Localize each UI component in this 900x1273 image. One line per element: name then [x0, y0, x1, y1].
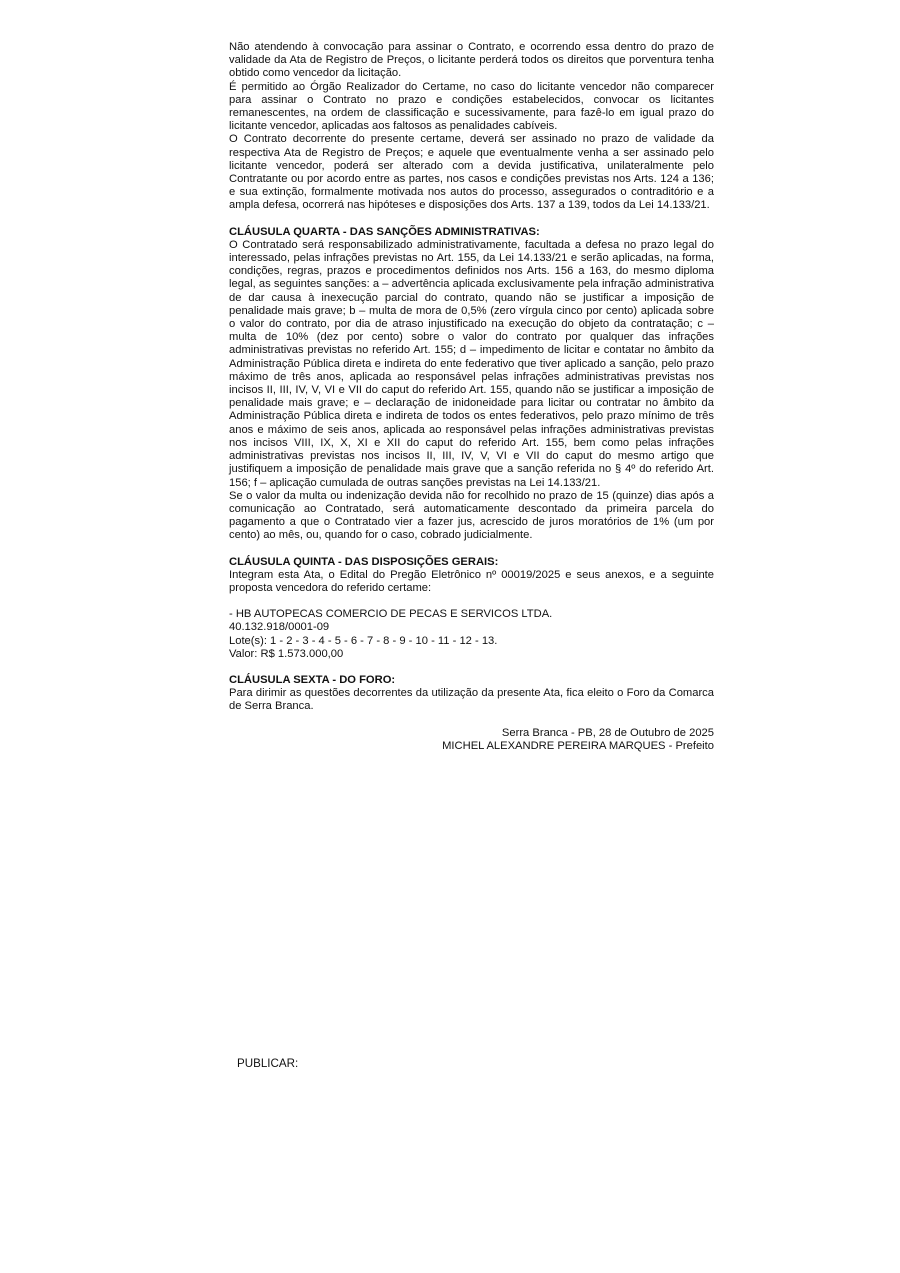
heading-clausula-quarta: CLÁUSULA QUARTA - DAS SANÇÕES ADMINISTRATIVAS:	[229, 225, 540, 238]
heading-clausula-quinta: CLÁUSULA QUINTA - DAS DISPOSIÇÕES GERAIS:	[229, 555, 499, 568]
document-body	[229, 41, 714, 753]
signature-block	[229, 727, 714, 753]
signature-signer: MICHEL ALEXANDRE PEREIRA MARQUES - Prefeito	[442, 739, 714, 752]
paragraph-convocacao: Não atendendo à convocação para assinar o Contrato, e ocorrendo essa dentro do prazo de validade da Ata de Registro de Preços, o licitante perderá todos os direitos que porventura tenha obtido como vencedor da licitação.	[229, 41, 714, 80]
vendor-value: Valor: R$ 1.573.000,00	[229, 647, 344, 660]
paragraph-multa: Se o valor da multa ou indenização devida não for recolhido no prazo de 15 (quinze) dias após a comunicação ao Contratado, será automaticamente descontado da primeira parcela do pagamento a que o Contratado vier a fazer jus, acrescido de juros moratórios de 1% (um por cento) ao mês, ou, quando for o caso, cobrado judicialmente.	[229, 489, 714, 542]
section-spacer	[229, 714, 714, 727]
section-spacer	[229, 213, 714, 226]
paragraph-disposicoes: Integram esta Ata, o Edital do Pregão Eletrônico nº 00019/2025 e seus anexos, e a seguinte proposta vencedora do referido certame:	[229, 568, 714, 594]
paragraph-sancoes: O Contratado será responsabilizado administrativamente, facultada a defesa no prazo legal do interessado, pelas infrações previstas no Art. 155, da Lei 14.133/21 e serão aplicadas, na forma, condições, regras, prazos e procedimentos definidos nos Arts. 156 a 163, do mesmo diploma legal, as seguintes sanções: a – advertência aplicada exclusivamente pela infração administrativa de dar causa à inexecução parcial do contrato, quando não se justificar a imposição de penalidade mais grave; b – multa de mora de 0,5% (zero vírgula cinco por cento) aplicada sobre o valor do contrato, por dia de atraso injustificado na execução do objeto da contratação; c – multa de 10% (dez por cento) sobre o valor do contrato por qualquer das infrações administrativas previstas no referido Art. 155; d – impedimento de licitar e contatar no âmbito da Administração Pública direta e indireta do ente federativo que tiver aplicado a sanção, pelo prazo máximo de três anos, aplicada ao responsável pelas infrações administrativas previstas nos incisos II, III, IV, V, VI e VII do caput do referido Art. 155, quando não se justificar a imposição de penalidade mais grave; e – declaração de inidoneidade para licitar ou contratar no âmbito da Administração Pública direta e indireta de todos os entes federativos, pelo prazo mínimo de três anos e máximo de seis anos, aplicada ao responsável pelas infrações administrativas previstas nos incisos VIII, IX, X, XI e XII do caput do referido Art. 155, bem como pelas infrações administrativas previstas nos incisos II, III, IV, V, VI e VII do caput do mesmo artigo que justifiquem a imposição de penalidade mais grave que a sanção referida no § 4º do referido Art. 156; f – aplicação cumulada de outras sanções previstas na Lei 14.133/21.	[229, 238, 714, 489]
vendor-block	[229, 608, 714, 661]
paragraph-contrato: O Contrato decorrente do presente certame, deverá ser assinado no prazo de validade da respectiva Ata de Registro de Preços; e aquele que eventualmente venha a ser assinado pelo licitante vencedor, poderá ser alterado com a devida justificativa, unilateralmente pelo Contratante ou por acordo entre as partes, nos casos e condições previstas nos Arts. 124 a 136; e sua extinção, formalmente motivada nos autos do processo, assegurados o contraditório e a ampla defesa, ocorrerá nas hipóteses e disposições dos Arts. 137 a 139, todos da Lei 14.133/21.	[229, 133, 714, 212]
paragraph-remanescentes: É permitido ao Órgão Realizador do Certame, no caso do licitante vencedor não comparecer para assinar o Contrato no prazo e condições estabelecidos, convocar os licitantes remanescentes, na ordem de classificação e sucessivamente, para fazê-lo em igual prazo do licitante vencedor, aplicadas aos faltosos as penalidades cabíveis.	[229, 80, 714, 133]
section-spacer	[229, 661, 714, 674]
signature-place-date: Serra Branca - PB, 28 de Outubro de 2025	[501, 726, 714, 739]
vendor-lots: Lote(s): 1 - 2 - 3 - 4 - 5 - 6 - 7 - 8 - 9 - 10 - 11 - 12 - 13.	[229, 634, 498, 647]
vendor-name: - HB AUTOPECAS COMERCIO DE PECAS E SERVICOS LTDA.	[229, 608, 553, 621]
section-spacer	[229, 543, 714, 556]
paragraph-foro: Para dirimir as questões decorrentes da utilização da presente Ata, fica eleito o Foro da Comarca de Serra Branca.	[229, 687, 714, 713]
vendor-cnpj: 40.132.918/0001-09	[229, 621, 330, 634]
section-spacer	[229, 595, 714, 608]
publicar-label: PUBLICAR:	[237, 1057, 299, 1070]
heading-clausula-sexta: CLÁUSULA SEXTA - DO FORO:	[229, 673, 396, 686]
